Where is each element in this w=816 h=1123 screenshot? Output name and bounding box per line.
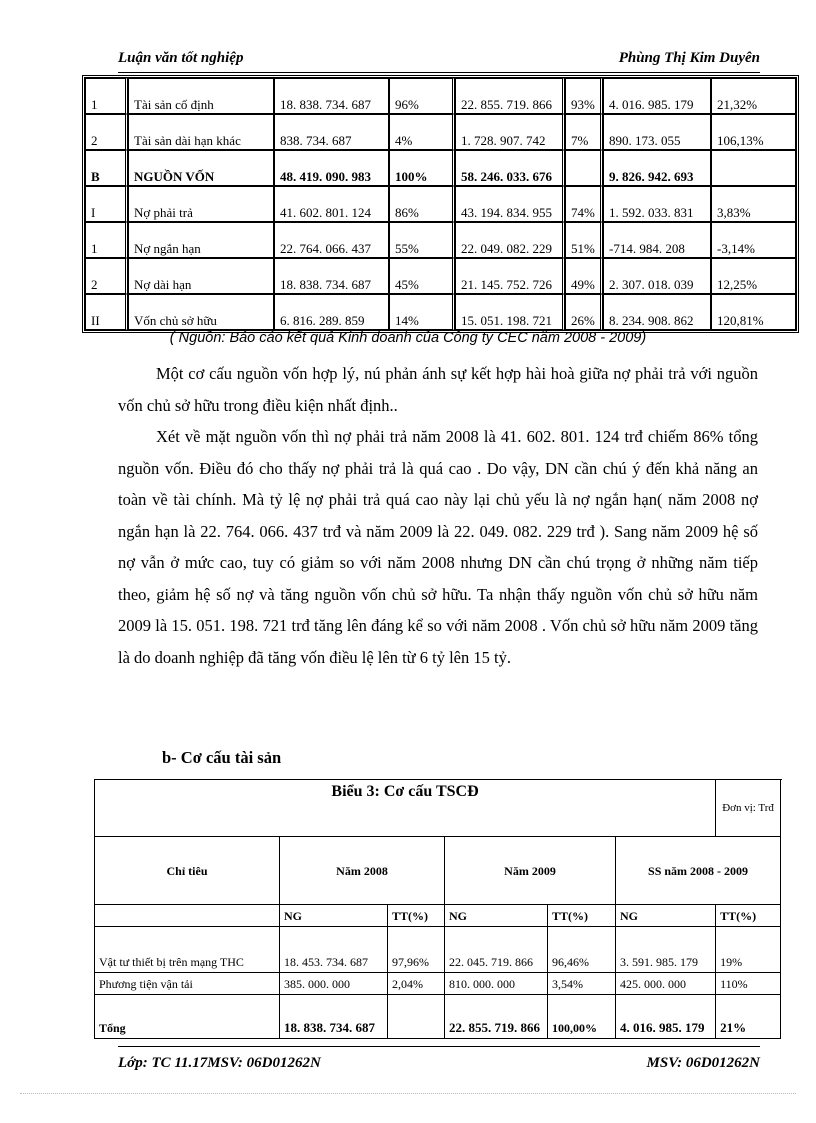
table-row	[85, 258, 796, 294]
sub-ng: NG	[280, 905, 388, 927]
ng-compare: 425. 000. 000	[616, 973, 716, 995]
pct-diff	[711, 150, 796, 186]
value-diff: 4. 016. 985. 179	[603, 78, 711, 114]
row-name: Nợ phải trả	[128, 186, 274, 222]
ng-2009: 810. 000. 000	[445, 973, 548, 995]
row-no: 2	[85, 114, 128, 150]
page-header	[118, 50, 760, 73]
row-name: Nợ ngắn hạn	[128, 222, 274, 258]
ng-2008: 385. 000. 000	[280, 973, 388, 995]
unit-label: Đơn vị: Trđ	[716, 780, 781, 837]
tt-2008: 97,96%	[388, 927, 445, 973]
total-row	[95, 995, 781, 1039]
value-2009: 22. 855. 719. 866	[455, 78, 565, 114]
row-name: NGUỒN VỐN	[128, 150, 274, 186]
ng-2009: 22. 045. 719. 866	[445, 927, 548, 973]
table-title: Biểu 3: Cơ cấu TSCĐ	[95, 780, 716, 837]
row-no: 1	[85, 78, 128, 114]
pct-2008: 14%	[389, 294, 455, 330]
pct-2008: 55%	[389, 222, 455, 258]
ng-2008: 18. 838. 734. 687	[280, 995, 388, 1039]
paragraph-text: Xét về mặt nguồn vốn thì nợ phải trả năm 2008 là 41. 602. 801. 124 trđ chiếm 86% tổng nguồn vốn. Điều đó cho thấy nợ phải trả là quá cao . Do vậy, DN cần chú ý đến khả năng an toàn về tài chính. Mà tỷ lệ nợ phải trả quá cao này lại chủ yếu là nợ ngắn hạn( năm 2008 nợ ngắn hạn là 22. 764. 066. 437 trđ và năm 2009 là 22. 049. 082. 229 trđ ). Sang năm 2009 hệ số nợ vẫn ở mức cao, tuy có giảm so với năm 2008 nhưng DN cần chú trọng ở những năm tiếp theo, giảm hệ số nợ và tăng nguồn vốn chủ sở hữu. Ta nhận thấy nguồn vốn chủ sở hữu năm 2009 là 15. 051. 198. 721 trđ tăng lên đáng kể so với năm 2008 . Vốn chủ sở hữu năm 2009 tăng là do doanh nghiệp đã tăng vốn điều lệ lên từ 6 tỷ lên 15 tỷ.	[118, 427, 758, 667]
tt-2009: 100,00%	[548, 995, 616, 1039]
pct-diff: 12,25%	[711, 258, 796, 294]
table-row	[95, 973, 781, 995]
pct-2009: 93%	[565, 78, 603, 114]
pct-2009: 51%	[565, 222, 603, 258]
row-no: I	[85, 186, 128, 222]
tt-compare: 110%	[716, 973, 781, 995]
value-diff: 9. 826. 942. 693	[603, 150, 711, 186]
pct-2008: 4%	[389, 114, 455, 150]
col-2008: Năm 2008	[280, 837, 445, 905]
value-2008: 6. 816. 289. 859	[274, 294, 389, 330]
pct-diff: -3,14%	[711, 222, 796, 258]
row-no: 1	[85, 222, 128, 258]
pct-2008: 100%	[389, 150, 455, 186]
value-2009: 22. 049. 082. 229	[455, 222, 565, 258]
value-2009: 15. 051. 198. 721	[455, 294, 565, 330]
row-name: Vật tư thiết bị trên mạng THC	[95, 927, 280, 973]
tt-2009: 96,46%	[548, 927, 616, 973]
sub-tt: TT(%)	[548, 905, 616, 927]
pct-diff: 21,32%	[711, 78, 796, 114]
pct-2008: 86%	[389, 186, 455, 222]
pct-2009: 49%	[565, 258, 603, 294]
ng-2009: 22. 855. 719. 866	[445, 995, 548, 1039]
sub-tt: TT(%)	[388, 905, 445, 927]
tt-2008	[388, 995, 445, 1039]
row-name: Phương tiện vận tải	[95, 973, 280, 995]
value-2009: 21. 145. 752. 726	[455, 258, 565, 294]
row-name: Vốn chủ sở hữu	[128, 294, 274, 330]
table-row	[95, 927, 781, 973]
pct-2009: 74%	[565, 186, 603, 222]
row-name: Tài sản cố định	[128, 78, 274, 114]
row-name: Tài sản dài hạn khác	[128, 114, 274, 150]
value-diff: 890. 173. 055	[603, 114, 711, 150]
tt-2009: 3,54%	[548, 973, 616, 995]
source-note: ( Nguồn: Báo cáo kết quả Kinh doanh của Công ty CEC năm 2008 - 2009)	[169, 330, 647, 346]
pct-2009	[565, 150, 603, 186]
table-row	[85, 150, 796, 186]
row-name: Nợ dài hạn	[128, 258, 274, 294]
value-diff: 8. 234. 908. 862	[603, 294, 711, 330]
pct-diff: 106,13%	[711, 114, 796, 150]
row-name: Tổng	[95, 995, 280, 1039]
table-row	[85, 294, 796, 330]
sub-ng: NG	[445, 905, 548, 927]
row-no: 2	[85, 258, 128, 294]
tt-compare: 19%	[716, 927, 781, 973]
value-2008: 18. 838. 734. 687	[274, 258, 389, 294]
col-2009: Năm 2009	[445, 837, 616, 905]
tt-compare: 21%	[716, 995, 781, 1039]
fixed-asset-structure-table	[94, 779, 781, 1039]
table-row	[85, 78, 796, 114]
value-2008: 18. 838. 734. 687	[274, 78, 389, 114]
blank-cell	[95, 905, 280, 927]
paragraph-text: Một cơ cấu nguồn vốn hợp lý, nú phản ánh sự kết hợp hài hoà giữa nợ phải trả với nguồn vốn chủ sở hữu trong điều kiện nhất định..	[118, 364, 758, 415]
footer-left: Lớp: TC 11.17MSV: 06D01262N	[118, 1055, 321, 1071]
pct-2008: 45%	[389, 258, 455, 294]
value-diff: 1. 592. 033. 831	[603, 186, 711, 222]
value-diff: -714. 984. 208	[603, 222, 711, 258]
section-heading: b- Cơ cấu tài sản	[162, 748, 282, 767]
paragraph-2	[118, 421, 758, 673]
table-row	[85, 186, 796, 222]
header-left: Luận văn tốt nghiệp	[118, 50, 244, 66]
capital-structure-table	[82, 75, 799, 333]
table-row	[85, 222, 796, 258]
paragraph-1	[118, 358, 758, 421]
value-2008: 48. 419. 090. 983	[274, 150, 389, 186]
page-footer	[118, 1046, 760, 1073]
page-break-line	[20, 1093, 796, 1094]
pct-2008: 96%	[389, 78, 455, 114]
value-2008: 41. 602. 801. 124	[274, 186, 389, 222]
header-right: Phùng Thị Kim Duyên	[618, 50, 760, 66]
value-2008: 838. 734. 687	[274, 114, 389, 150]
col-compare: SS năm 2008 - 2009	[616, 837, 781, 905]
ng-2008: 18. 453. 734. 687	[280, 927, 388, 973]
sub-ng: NG	[616, 905, 716, 927]
pct-diff: 3,83%	[711, 186, 796, 222]
footer-right: MSV: 06D01262N	[646, 1055, 760, 1071]
sub-tt: TT(%)	[716, 905, 781, 927]
value-2009: 1. 728. 907. 742	[455, 114, 565, 150]
table-row	[85, 114, 796, 150]
value-2008: 22. 764. 066. 437	[274, 222, 389, 258]
value-2009: 58. 246. 033. 676	[455, 150, 565, 186]
ng-compare: 3. 591. 985. 179	[616, 927, 716, 973]
pct-2009: 7%	[565, 114, 603, 150]
pct-2009: 26%	[565, 294, 603, 330]
col-indicator: Chỉ tiêu	[95, 837, 280, 905]
value-diff: 2. 307. 018. 039	[603, 258, 711, 294]
row-no: B	[85, 150, 128, 186]
pct-diff: 120,81%	[711, 294, 796, 330]
tt-2008: 2,04%	[388, 973, 445, 995]
value-2009: 43. 194. 834. 955	[455, 186, 565, 222]
row-no: II	[85, 294, 128, 330]
ng-compare: 4. 016. 985. 179	[616, 995, 716, 1039]
